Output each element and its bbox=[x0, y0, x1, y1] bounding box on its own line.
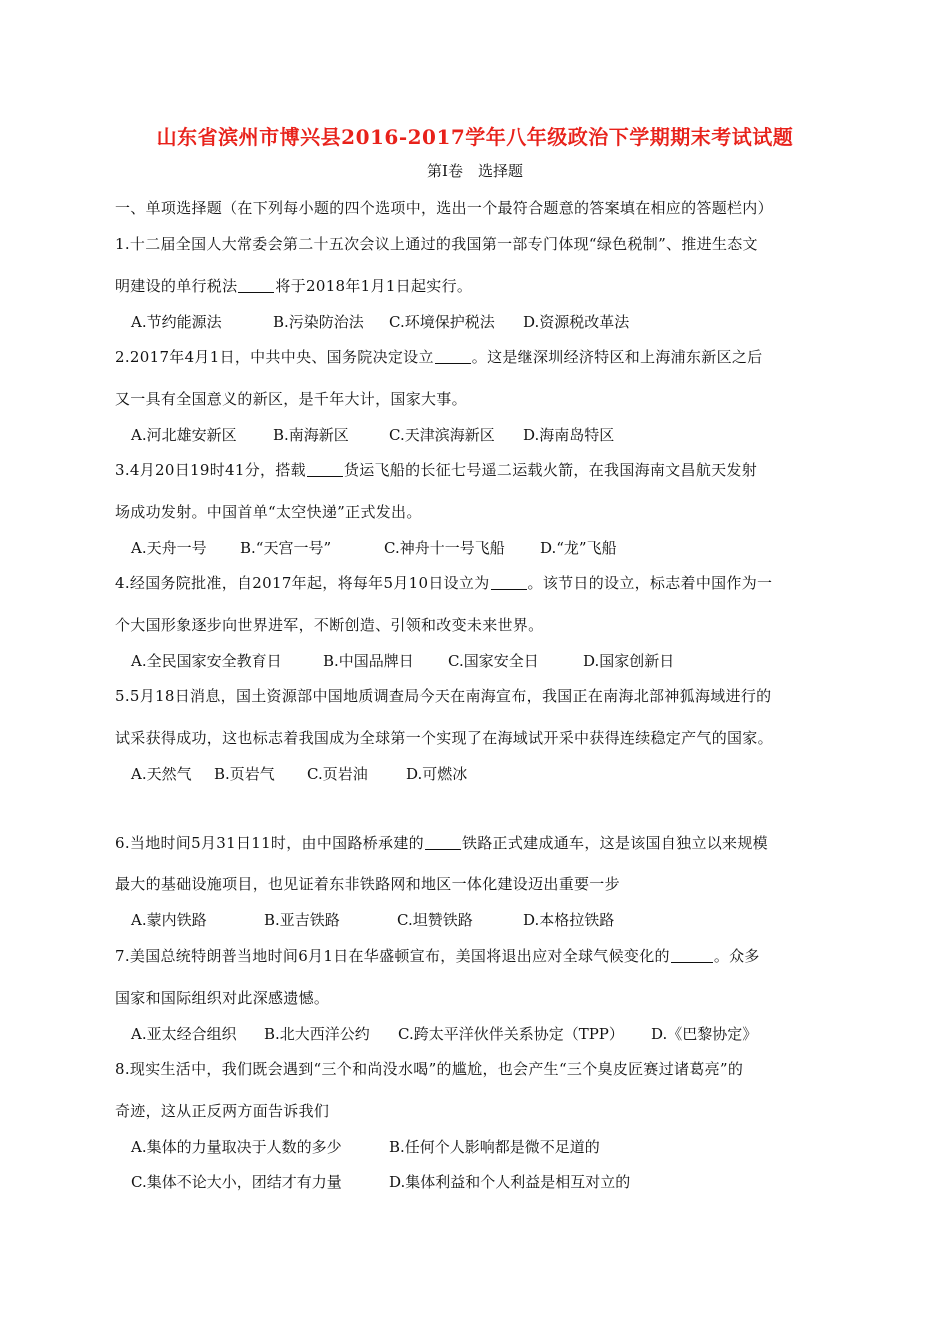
question-5-option-d: D.可燃冰 bbox=[406, 765, 468, 783]
question-7-option-d: D.《巴黎协定》 bbox=[651, 1025, 758, 1043]
question-3-text-after-blank: 货运飞船的长征七号遥二运载火箭，在我国海南文昌航天发射 bbox=[343, 461, 758, 479]
question-7-option-c: C.跨太平洋伙伴关系协定（TPP） bbox=[398, 1025, 624, 1043]
question-2-text-before-blank: 2.2017年4月1日，中共中央、国务院决定设立 bbox=[115, 348, 434, 366]
question-6-line-2: 最大的基础设施项目，也见证着东非铁路网和地区一体化建设迈出重要一步 bbox=[115, 875, 620, 893]
question-6-text-after-blank: 铁路正式建成通车，这是该国自独立以来规模 bbox=[461, 834, 768, 852]
question-2-line-2: 又一具有全国意义的新区，是千年大计，国家大事。 bbox=[115, 390, 467, 408]
question-8-line-1: 8.现实生活中，我们既会遇到“三个和尚没水喝”的尴尬，也会产生“三个臭皮匠赛过诸葛亮”的 bbox=[115, 1060, 744, 1078]
question-6-option-a: A.蒙内铁路 bbox=[131, 911, 207, 929]
question-3-option-c: C.神舟十一号飞船 bbox=[384, 539, 505, 557]
answer-blank bbox=[435, 348, 471, 364]
question-3-line-1 bbox=[115, 459, 757, 480]
question-5-line-2: 试采获得成功，这也标志着我国成为全球第一个实现了在海域试开采中获得连续稳定产气的国家。 bbox=[115, 729, 773, 747]
question-5-option-c: C.页岩油 bbox=[307, 765, 368, 783]
question-4-line-2: 个大国形象逐步向世界进军，不断创造、引领和改变未来世界。 bbox=[115, 616, 544, 634]
question-1-line-2 bbox=[115, 275, 472, 296]
question-7-line-2: 国家和国际组织对此深感遗憾。 bbox=[115, 989, 330, 1007]
question-4-option-c: C.国家安全日 bbox=[448, 652, 539, 670]
question-1-option-a: A.节约能源法 bbox=[131, 313, 222, 331]
question-2-option-c: C.天津滨海新区 bbox=[389, 426, 495, 444]
question-3-line-2: 场成功发射。中国首单“太空快递”正式发出。 bbox=[115, 503, 422, 521]
question-2-text-after-blank: 。这是继深圳经济特区和上海浦东新区之后 bbox=[471, 348, 763, 366]
question-8-option-b: B.任何个人影响都是微不足道的 bbox=[389, 1138, 600, 1156]
question-6-option-c: C.坦赞铁路 bbox=[397, 911, 473, 929]
question-3-text-before-blank: 3.4月20日19时41分，搭载 bbox=[115, 461, 306, 479]
question-3-option-b: B.“天宫一号” bbox=[240, 539, 332, 557]
question-6-text-before-blank: 6.当地时间5月31日11时，由中国路桥承建的 bbox=[115, 834, 424, 852]
question-5-option-b: B.页岩气 bbox=[214, 765, 275, 783]
question-4-option-d: D.国家创新日 bbox=[583, 652, 675, 670]
question-7-line-1 bbox=[115, 945, 760, 966]
question-1-text-before-blank: 明建设的单行税法 bbox=[115, 277, 238, 295]
question-6-option-d: D.本格拉铁路 bbox=[523, 911, 615, 929]
question-8-option-c: C.集体不论大小，团结才有力量 bbox=[131, 1173, 342, 1191]
section-title: 第Ⅰ卷 选择题 bbox=[427, 162, 523, 180]
question-4-option-b: B.中国品牌日 bbox=[323, 652, 414, 670]
question-6-line-1 bbox=[115, 832, 768, 853]
section-instruction: 一、单项选择题（在下列每小题的四个选项中，选出一个最符合题意的答案填在相应的答题栏内） bbox=[115, 199, 773, 217]
exam-title: 山东省滨州市博兴县2016-2017学年八年级政治下学期期末考试试题 bbox=[156, 125, 794, 149]
answer-blank bbox=[671, 947, 713, 963]
question-3-option-d: D.“龙”飞船 bbox=[540, 539, 617, 557]
question-1-option-d: D.资源税改革法 bbox=[523, 313, 630, 331]
question-2-line-1 bbox=[115, 346, 762, 367]
question-4-text-after-blank: 。该节日的设立，标志着中国作为一 bbox=[527, 574, 773, 592]
question-4-line-1 bbox=[115, 572, 772, 593]
question-2-option-d: D.海南岛特区 bbox=[523, 426, 615, 444]
question-8-option-d: D.集体利益和个人利益是相互对立的 bbox=[389, 1173, 631, 1191]
question-4-text-before-blank: 4.经国务院批准，自2017年起，将每年5月10日设立为 bbox=[115, 574, 490, 592]
question-7-text-before-blank: 7.美国总统特朗普当地时间6月1日在华盛顿宣布，美国将退出应对全球气候变化的 bbox=[115, 947, 670, 965]
question-7-option-a: A.亚太经合组织 bbox=[131, 1025, 237, 1043]
answer-blank bbox=[425, 834, 461, 850]
question-6-option-b: B.亚吉铁路 bbox=[264, 911, 340, 929]
question-1-option-b: B.污染防治法 bbox=[273, 313, 364, 331]
question-2-option-b: B.南海新区 bbox=[273, 426, 349, 444]
question-3-option-a: A.天舟一号 bbox=[131, 539, 207, 557]
question-5-line-1: 5.5月18日消息，国土资源部中国地质调查局今天在南海宣布，我国正在南海北部神狐海域进行的 bbox=[115, 687, 772, 705]
question-8-line-2: 奇迹，这从正反两方面告诉我们 bbox=[115, 1102, 330, 1120]
question-4-option-a: A.全民国家安全教育日 bbox=[131, 652, 282, 670]
question-1-text-after-blank: 将于2018年1月1日起实行。 bbox=[275, 277, 473, 295]
answer-blank bbox=[491, 574, 527, 590]
question-1-option-c: C.环境保护税法 bbox=[389, 313, 495, 331]
question-5-option-a: A.天然气 bbox=[131, 765, 192, 783]
answer-blank bbox=[307, 461, 343, 477]
question-7-option-b: B.北大西洋公约 bbox=[264, 1025, 370, 1043]
question-7-text-after-blank: 。众多 bbox=[713, 947, 760, 965]
question-2-option-a: A.河北雄安新区 bbox=[131, 426, 237, 444]
question-1-line-1: 1.十二届全国人大常委会第二十五次会议上通过的我国第一部专门体现“绿色税制”、推进生态文 bbox=[115, 235, 758, 253]
answer-blank bbox=[238, 277, 274, 293]
question-8-option-a: A.集体的力量取决于人数的多少 bbox=[131, 1138, 342, 1156]
